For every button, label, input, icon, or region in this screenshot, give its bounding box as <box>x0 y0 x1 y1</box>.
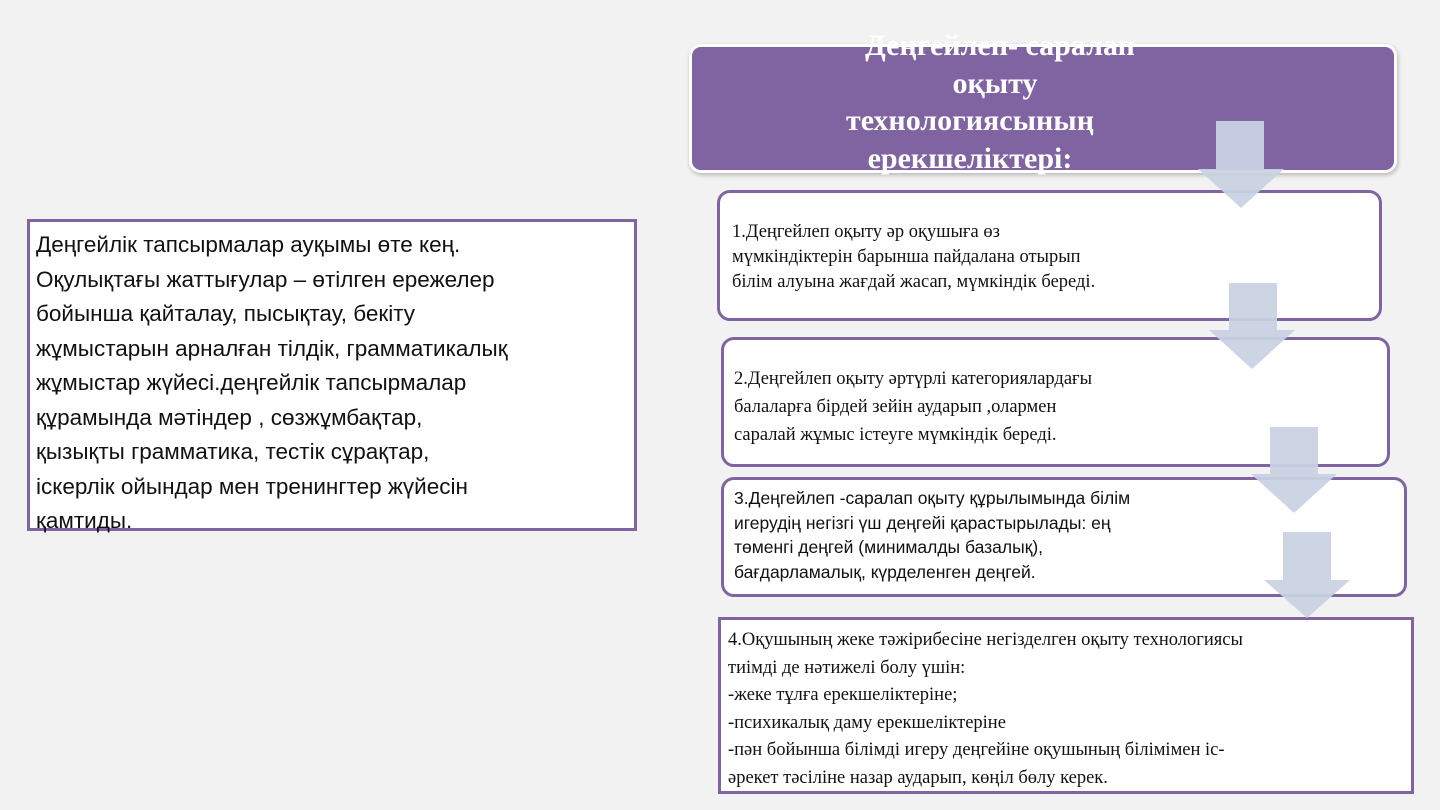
diagram-step-4 <box>718 617 1414 794</box>
header-title-line: ерекшеліктері: <box>867 141 1073 175</box>
step-text-line: игерудің негізгі үш деңгейі қарастырылады: ең <box>734 512 1111 533</box>
diagram-step-2 <box>721 337 1390 467</box>
step-text-line: 2.Деңгейлеп оқыту әртүрлі категориялардағы <box>734 369 1093 389</box>
step-text-line: тиімді де нәтижелі болу үшін: <box>728 657 966 678</box>
diagram-step-3 <box>721 477 1407 597</box>
header-title-line: оқыту <box>952 66 1038 100</box>
left-text-line: іскерлік ойындар мен тренингтер жүйесін <box>36 473 468 499</box>
left-text-panel <box>27 219 637 531</box>
step-text-line: балаларға бірдей зейін аударып ,олармен <box>734 397 1057 417</box>
step-text-line: -пән бойынша білімді игеру деңгейіне оқушының білімімен іс- <box>728 740 1225 760</box>
diagram-step-1 <box>717 190 1382 321</box>
step-text-line: -жеке тұлға ерекшеліктеріне; <box>728 685 958 705</box>
step-text-line: білім алуына жағдай жасап, мүмкіндік береді. <box>732 272 1096 292</box>
left-text-line: құрамында мәтіндер , сөзжұмбақтар, <box>36 404 423 430</box>
step-text-line: бағдарламалық, күрделенген деңгей. <box>734 561 1036 582</box>
left-text-line: қызықты грамматика, тестік сұрақтар, <box>36 439 430 464</box>
header-title-line: Деңгейлеп- саралап <box>865 29 1135 62</box>
left-text-line: жұмыстар жүйесі.деңгейлік тапсырмалар <box>36 370 467 395</box>
header-title-line: технологиясының <box>845 104 1095 137</box>
step-text-line: мүмкіндіктерін барынша пайдалана отырып <box>732 247 1081 267</box>
left-text-line: бойынша қайталау, пысықтау, бекіту <box>36 301 415 326</box>
left-text-line: жұмыстарын арналған тілдік, грамматикалық <box>36 335 508 361</box>
step-text-line: саралай жұмыс істеуге мүмкіндік береді. <box>734 425 1057 445</box>
diagram-header-title <box>780 27 1190 177</box>
step-text-line: төменгі деңгей (минималды базалық), <box>734 537 1044 557</box>
step-text-line: 4.Оқушының жеке тәжірибесіне негізделген оқыту технологиясы <box>728 630 1243 650</box>
left-text-line: Оқулықтағы жаттығулар – өтілген ережелер <box>36 266 495 292</box>
step-text-line: 3.Деңгейлеп -саралап оқыту құрылымында білім <box>734 488 1131 508</box>
step-text-line: әрекет тәсіліне назар аударып, көңіл бөлу керек. <box>728 767 1108 788</box>
step-text-line: -психикалық даму ерекшеліктеріне <box>728 712 1006 733</box>
left-text-line: Деңгейлік тапсырмалар ауқымы өте кең. <box>36 232 461 257</box>
left-text-line: қамтиды. <box>36 508 133 533</box>
step-text-line: 1.Деңгейлеп оқыту әр оқушыға өз <box>732 222 1000 242</box>
